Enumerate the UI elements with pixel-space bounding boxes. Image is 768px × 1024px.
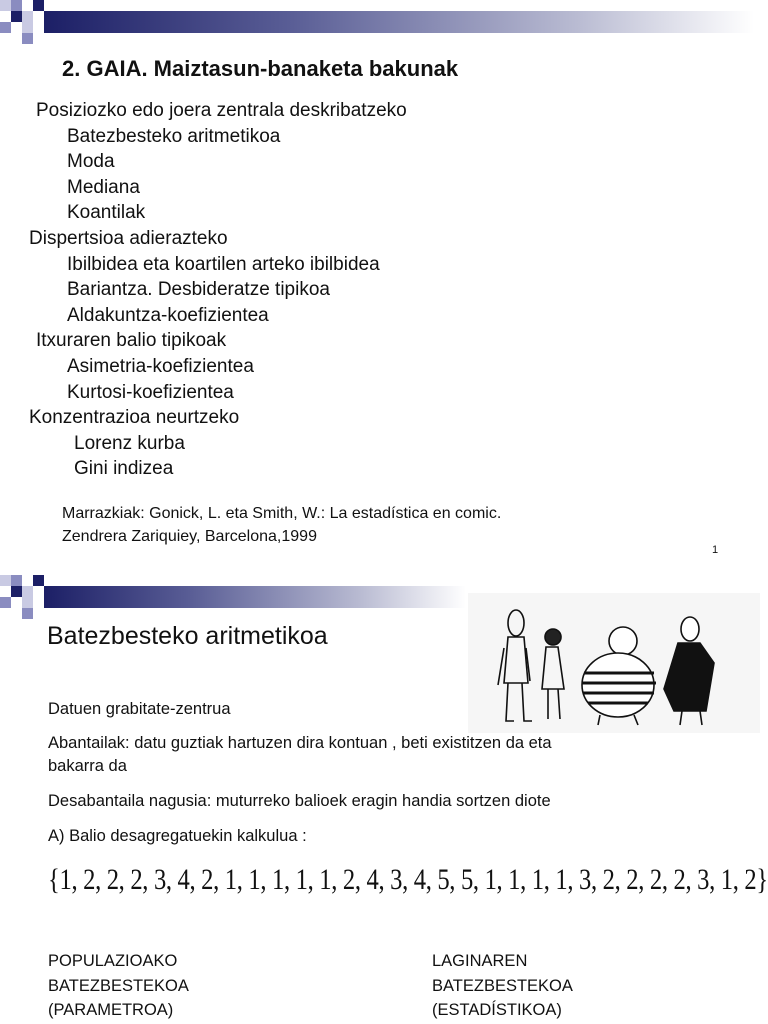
sample-mean-label (432, 949, 573, 1023)
outline-item: Aldakuntza-koefizientea (67, 304, 269, 326)
outline-item: Dispertsioa adierazteko (29, 227, 228, 249)
outline-item: Posiziozko edo joera zentrala deskribatzeko (36, 100, 407, 121)
advantages-line-2: bakarra da (48, 757, 127, 775)
label-line: (ESTADÍSTIKOA) (432, 1001, 562, 1019)
text-disadvantage: Desabantaila nagusia: muturreko balioek eragin handia sortzen diote (48, 792, 551, 810)
outline-item: Kurtosi-koefizientea (67, 381, 234, 403)
label-line: BATEZBESTEKOA (48, 976, 189, 995)
slide-title: 2. GAIA. Maiztasun-banaketa bakunak (62, 56, 459, 81)
population-mean-label (48, 949, 189, 1023)
outline-item: Koantilak (67, 202, 146, 224)
outline-item: Moda (67, 151, 115, 173)
outline-item: Konzentrazioa neurtzeko (29, 407, 240, 429)
advantages-line-1: Abantailak: datu guztiak hartuzen dira kontuan , beti existitzen da eta (48, 734, 552, 752)
outline-item: Batezbesteko aritmetikoa (67, 125, 281, 147)
slide-2 (0, 575, 768, 1024)
label-line: POPULAZIOAKO (48, 952, 178, 970)
page-number: 1 (712, 544, 719, 556)
credits-line-1: Marrazkiak: Gonick, L. eta Smith, W.: La estadística en comic. (62, 505, 502, 522)
slide-title: Batezbesteko aritmetikoa (47, 622, 328, 650)
topic-outline (0, 98, 768, 482)
outline-item: Ibilbidea eta koartilen arteko ibilbidea (67, 253, 380, 275)
drawing-credits (62, 502, 501, 548)
label-line: LAGINAREN (432, 952, 528, 970)
label-line: BATEZBESTEKOA (432, 976, 573, 995)
label-line: (PARAMETROA) (48, 1001, 174, 1019)
outline-item: Bariantza. Desbideratze tipikoa (67, 279, 330, 301)
outline-item: Lorenz kurba (74, 432, 185, 454)
text-line-centroid: Datuen grabitate-zentrua (48, 700, 231, 718)
cartoon-figures-image (468, 593, 760, 733)
text-advantages (48, 732, 552, 778)
outline-item: Mediana (67, 176, 140, 198)
outline-item: Gini indizea (74, 458, 174, 480)
slide-header-decoration (0, 0, 768, 42)
text-calculation-heading: A) Balio desagregatuekin kalkulua : (48, 827, 307, 845)
outline-item: Itxuraren balio tipikoak (36, 330, 227, 352)
data-values-set: {1, 2, 2, 2, 3, 4, 2, 1, 1, 1, 1, 1, 2, 4, 3, 4, 5, 5, 1, 1, 1, 1, 3, 2, 2, 2, 2, 3, 1, 2} (48, 863, 768, 896)
outline-item: Asimetria-koefizientea (67, 355, 254, 377)
credits-line-2: Zendrera Zariquiey, Barcelona,1999 (62, 528, 317, 545)
